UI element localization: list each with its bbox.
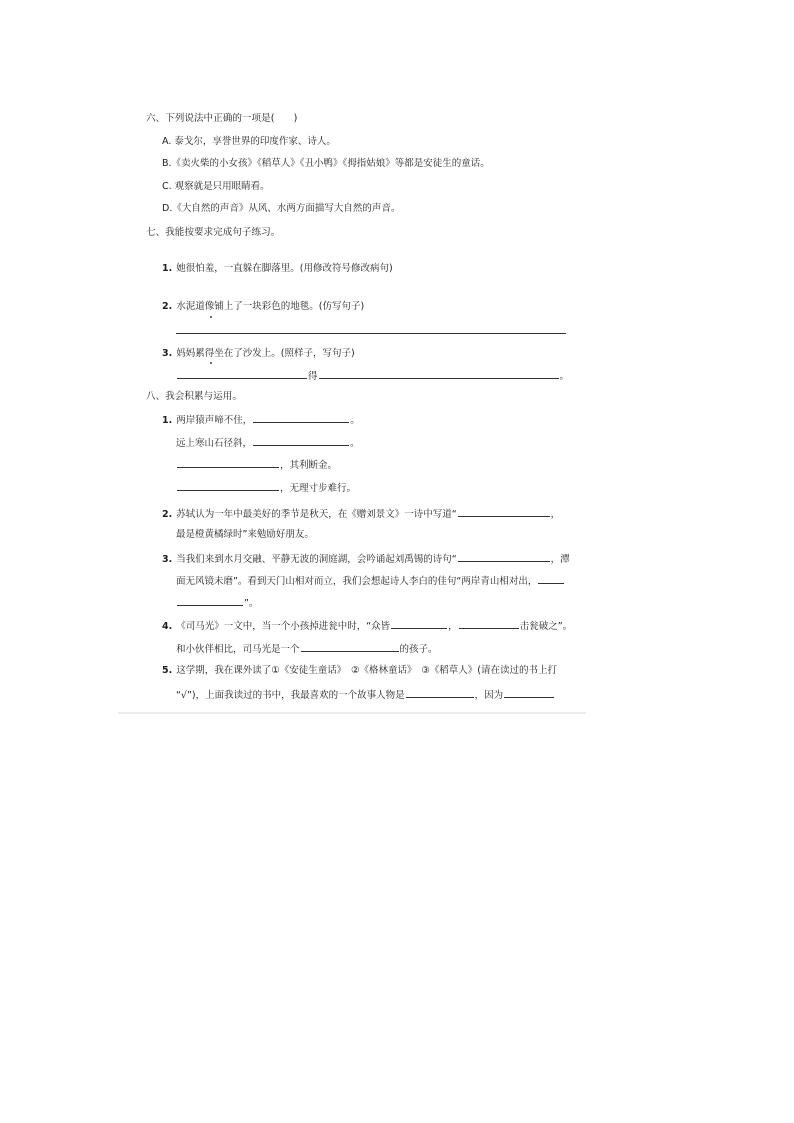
section-6-title: 六、下列说法中正确的一项是( ) [146,113,298,124]
s8-question-2-line-2: 最是橙黄橘绿时”来勉励好朋友。 [176,529,314,540]
answer-blank[interactable] [177,368,307,379]
question-text: 她很怕羞，一直躲在脚落里。(用修改符号修改病句) [176,263,393,274]
question-number: 3. [162,348,173,359]
emphasis-dot [210,362,212,364]
punctuation: 。 [350,438,360,449]
poem-line: 两岸猿声啼不住， [176,415,253,426]
answer-blank[interactable] [538,573,564,584]
question-number: 5. [162,665,173,676]
s8-question-5-line-2 [176,687,555,703]
question-text: 击瓮破之”。 [519,621,573,632]
answer-blank[interactable] [177,595,243,606]
s8-question-1-line-1 [162,412,360,428]
s7-question-3 [162,347,355,361]
s8-question-5-line-1 [162,664,557,678]
answer-blank[interactable] [458,551,550,562]
s8-question-4-line-2 [176,641,438,657]
answer-blank[interactable] [177,480,279,491]
question-text: “√”)，上面我读过的书中，我最喜欢的一个故事人物是 [176,690,405,701]
question-text: 的孩子。 [399,644,438,655]
s8-question-2-line-1 [162,506,560,522]
s7-q3-answer-row [176,368,569,384]
question-text: 《司马光》一文中，当一个小孩掉进瓮中时，“众皆 [176,621,391,632]
answer-blank[interactable] [253,412,349,423]
answer-blank[interactable] [391,618,447,629]
punctuation: 。 [559,371,570,382]
question-text: 当我们来到水月交融、平静无波的洞庭湖，会吟诵起刘禹锡的诗句“ [176,554,457,565]
question-text: 面无风镜未磨”。看到天门山相对而立，我们会想起诗人李白的佳句“两岸青山相对出， [176,576,538,587]
proverb-line: ，无理寸步难行。 [280,483,357,494]
question-text: 妈妈累得坐在了沙发上。(照样子，写句子) [176,348,355,359]
question-text: 和小伙伴相比，司马光是一个 [176,644,300,655]
s8-question-4-line-1 [162,618,572,634]
punctuation: ， [448,621,458,632]
punctuation: ”。 [244,598,259,609]
question-text: 苏轼认为一年中最美好的季节是秋天，在《赠刘景文》一诗中写道“ [176,509,457,520]
question-number: 1. [162,415,173,426]
punctuation: ，潭 [550,554,570,565]
punctuation: 。 [350,415,360,426]
s8-question-3-line-1 [162,551,570,567]
answer-blank[interactable] [177,457,279,468]
s8-question-1-line-4 [176,480,356,496]
answer-blank[interactable] [253,435,349,446]
option-b: B.《卖火柴的小女孩》《稻草人》《丑小鸭》《拇指姑娘》等都是安徒生的童话。 [162,158,490,169]
option-d: D.《大自然的声音》从风、水两方面描写大自然的声音。 [162,203,401,214]
answer-blank[interactable] [504,687,554,698]
question-number: 2. [162,509,173,520]
proverb-line: ，其利断金。 [280,460,338,471]
question-number: 2. [162,301,173,312]
poem-line: 远上寒山石径斜， [176,438,253,449]
option-a: A. 泰戈尔，享誉世界的印度作家、诗人。 [162,136,336,147]
punctuation: ， [550,509,561,520]
section-8-title: 八、我会积累与运用。 [146,391,242,402]
answer-blank[interactable] [319,368,559,379]
question-text: 这学期，我在课外读了①《安徒生童话》 ②《格林童话》 ③《稻草人》(请在读过的书上打 [176,665,557,676]
s7-question-2 [162,300,364,314]
question-number: 3. [162,554,173,565]
question-text: ，因为 [474,690,504,701]
option-c: C. 观察就是只用眼睛看。 [162,181,270,192]
question-number: 1. [162,263,173,274]
answer-line[interactable] [176,333,566,334]
answer-blank[interactable] [459,618,519,629]
s8-question-1-line-2 [176,435,360,451]
section-7-title: 七、我能按要求完成句子练习。 [146,227,281,238]
answer-blank[interactable] [301,641,399,652]
s7-question-1 [162,262,393,276]
s8-question-3-line-3 [176,595,258,611]
question-text: 水泥道像铺上了一块彩色的地毯。(仿写句子) [176,301,365,312]
emphasis-dot [210,316,212,318]
s8-question-1-line-3 [176,457,337,473]
answer-blank[interactable] [458,506,550,517]
question-number: 4. [162,621,173,632]
s8-question-3-line-2 [176,573,565,589]
fill-connector: 得 [308,371,318,382]
answer-blank[interactable] [406,687,474,698]
